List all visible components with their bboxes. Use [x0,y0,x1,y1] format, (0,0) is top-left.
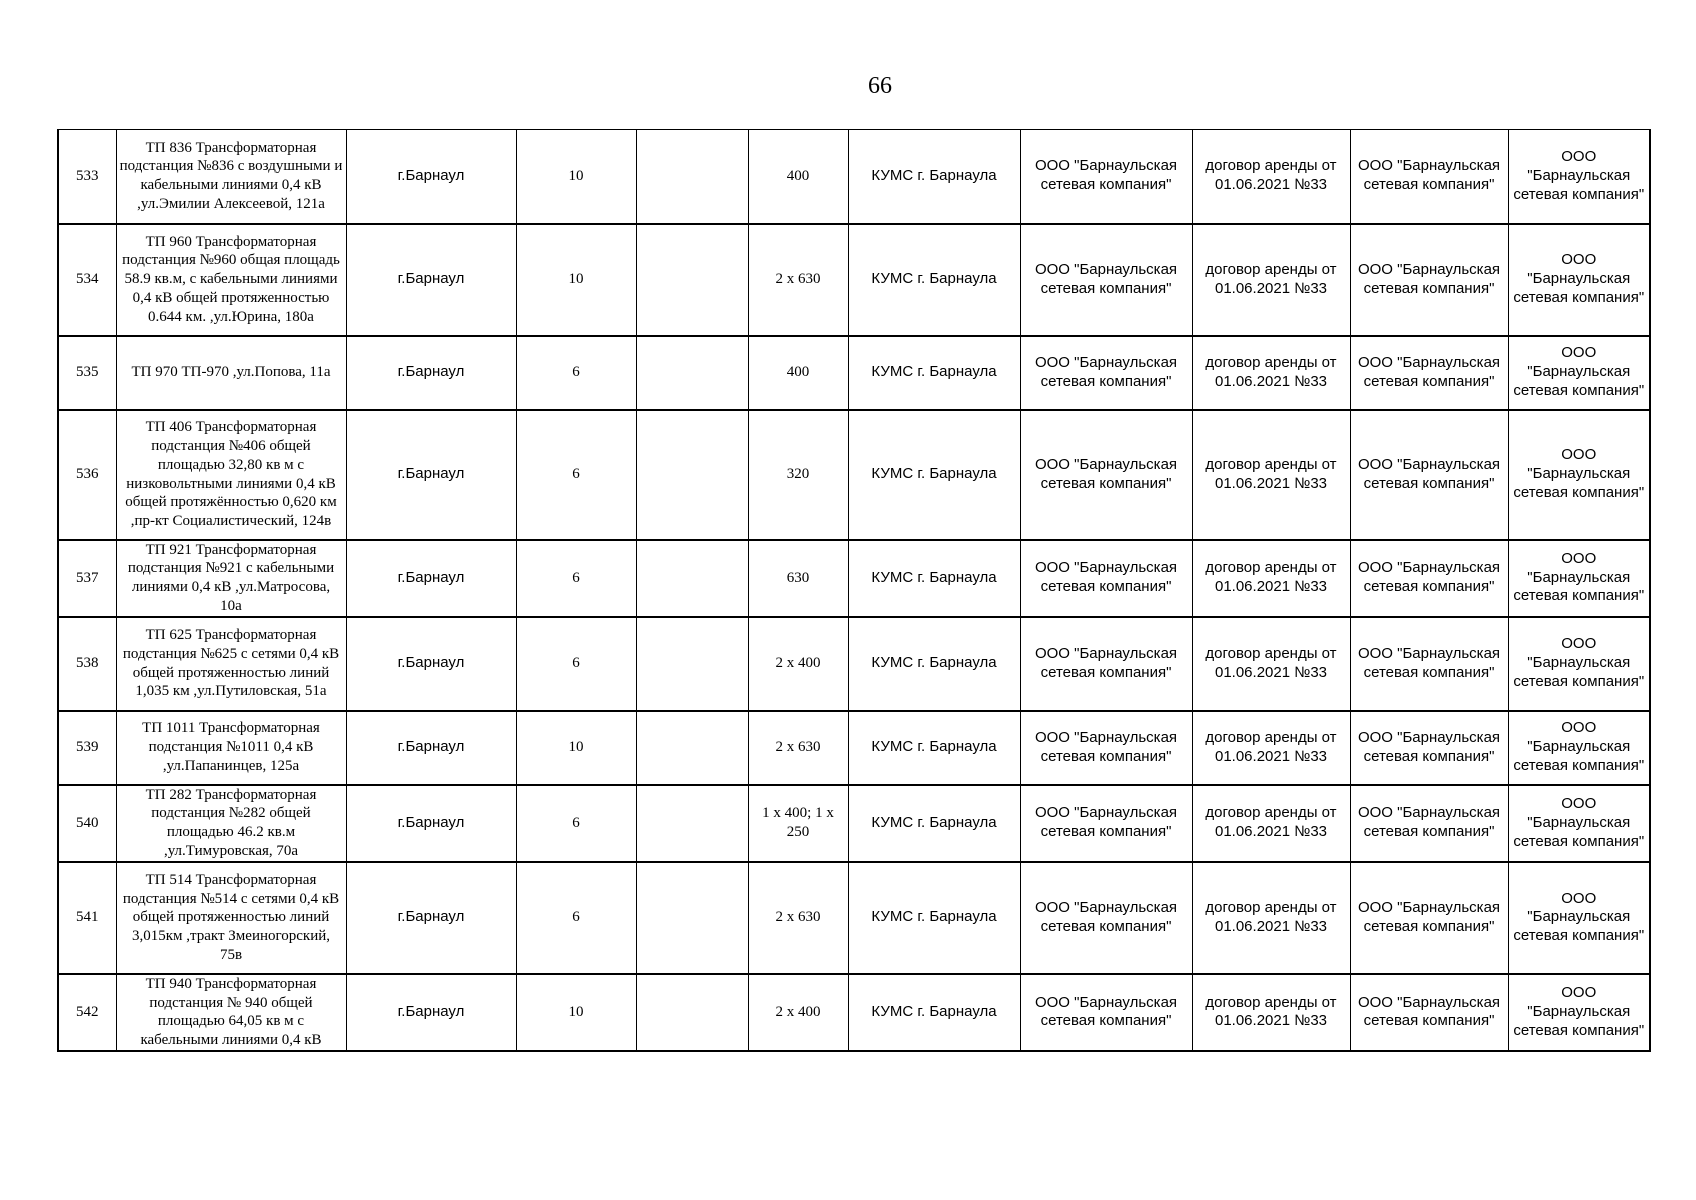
table-row [58,974,1650,1051]
owner-cell: КУМС г. Барнаула [848,862,1020,974]
empty-cell [636,862,748,974]
basis-cell: договор аренды от 01.06.2021 №33 [1192,862,1350,974]
voltage-cell: 10 [516,711,636,785]
holder-cell: ООО "Барнаульская сетевая компания" [1020,617,1192,711]
holder-cell: ООО "Барнаульская сетевая компания" [1020,711,1192,785]
empty-cell [636,617,748,711]
power-cell: 1 х 400; 1 х 250 [748,785,848,862]
user-cell: ООО "Барнаульская сетевая компания" [1508,974,1650,1051]
table-body [58,130,1650,1052]
location-cell: г.Барнаул [346,130,516,224]
page-number: 66 [868,73,892,99]
row-number-cell: 540 [58,785,116,862]
power-cell: 2 х 630 [748,711,848,785]
user-cell: ООО "Барнаульская сетевая компания" [1508,224,1650,336]
operator-cell: ООО "Барнаульская сетевая компания" [1350,130,1508,224]
power-cell: 400 [748,130,848,224]
holder-cell: ООО "Барнаульская сетевая компания" [1020,336,1192,410]
location-cell: г.Барнаул [346,410,516,540]
owner-cell: КУМС г. Барнаула [848,130,1020,224]
operator-cell: ООО "Барнаульская сетевая компания" [1350,410,1508,540]
object-name-cell: ТП 960 Трансформаторная подстанция №960 общая площадь 58.9 кв.м, с кабельными линиями 0,4 кВ общей протяженностью 0.644 км. ,ул.Юрина, 180а [116,224,346,336]
basis-cell: договор аренды от 01.06.2021 №33 [1192,785,1350,862]
table-row [58,711,1650,785]
operator-cell: ООО "Барнаульская сетевая компания" [1350,336,1508,410]
user-cell: ООО "Барнаульская сетевая компания" [1508,785,1650,862]
basis-cell: договор аренды от 01.06.2021 №33 [1192,130,1350,224]
location-cell: г.Барнаул [346,224,516,336]
row-number-cell: 538 [58,617,116,711]
empty-cell [636,410,748,540]
power-cell: 630 [748,540,848,617]
basis-cell: договор аренды от 01.06.2021 №33 [1192,224,1350,336]
operator-cell: ООО "Барнаульская сетевая компания" [1350,711,1508,785]
power-cell: 2 х 400 [748,974,848,1051]
row-number-cell: 537 [58,540,116,617]
user-cell: ООО "Барнаульская сетевая компания" [1508,617,1650,711]
power-cell: 320 [748,410,848,540]
power-cell: 2 х 400 [748,617,848,711]
owner-cell: КУМС г. Барнаула [848,336,1020,410]
table-row [58,130,1650,224]
row-number-cell: 539 [58,711,116,785]
row-number-cell: 534 [58,224,116,336]
holder-cell: ООО "Барнаульская сетевая компания" [1020,974,1192,1051]
table-row [58,224,1650,336]
object-name-cell: ТП 514 Трансформаторная подстанция №514 с сетями 0,4 кВ общей протяженностью линий 3,015км ,тракт Змеиногорский, 75в [116,862,346,974]
holder-cell: ООО "Барнаульская сетевая компания" [1020,410,1192,540]
table-row [58,336,1650,410]
object-name-cell: ТП 406 Трансформаторная подстанция №406 общей площадью 32,80 кв м с низковольтными линиями 0,4 кВ общей протяжённостью 0,620 км ,пр-кт Социалистический, 124в [116,410,346,540]
operator-cell: ООО "Барнаульская сетевая компания" [1350,862,1508,974]
row-number-cell: 542 [58,974,116,1051]
power-cell: 2 х 630 [748,224,848,336]
table-row [58,410,1650,540]
table-row [58,617,1650,711]
voltage-cell: 10 [516,974,636,1051]
location-cell: г.Барнаул [346,862,516,974]
user-cell: ООО "Барнаульская сетевая компания" [1508,410,1650,540]
user-cell: ООО "Барнаульская сетевая компания" [1508,862,1650,974]
substation-registry-table [57,129,1651,1052]
user-cell: ООО "Барнаульская сетевая компания" [1508,336,1650,410]
voltage-cell: 6 [516,336,636,410]
table-row [58,862,1650,974]
location-cell: г.Барнаул [346,785,516,862]
basis-cell: договор аренды от 01.06.2021 №33 [1192,410,1350,540]
owner-cell: КУМС г. Барнаула [848,617,1020,711]
basis-cell: договор аренды от 01.06.2021 №33 [1192,540,1350,617]
owner-cell: КУМС г. Барнаула [848,711,1020,785]
user-cell: ООО "Барнаульская сетевая компания" [1508,130,1650,224]
empty-cell [636,711,748,785]
location-cell: г.Барнаул [346,974,516,1051]
voltage-cell: 6 [516,862,636,974]
basis-cell: договор аренды от 01.06.2021 №33 [1192,617,1350,711]
voltage-cell: 6 [516,540,636,617]
voltage-cell: 10 [516,130,636,224]
object-name-cell: ТП 625 Трансформаторная подстанция №625 с сетями 0,4 кВ общей протяженностью линий 1,035 км ,ул.Путиловская, 51а [116,617,346,711]
empty-cell [636,540,748,617]
location-cell: г.Барнаул [346,540,516,617]
object-name-cell: ТП 940 Трансформаторная подстанция № 940 общей площадью 64,05 кв м с кабельными линиями 0,4 кВ [116,974,346,1051]
voltage-cell: 6 [516,617,636,711]
basis-cell: договор аренды от 01.06.2021 №33 [1192,711,1350,785]
basis-cell: договор аренды от 01.06.2021 №33 [1192,974,1350,1051]
holder-cell: ООО "Барнаульская сетевая компания" [1020,862,1192,974]
user-cell: ООО "Барнаульская сетевая компания" [1508,540,1650,617]
operator-cell: ООО "Барнаульская сетевая компания" [1350,540,1508,617]
row-number-cell: 536 [58,410,116,540]
row-number-cell: 541 [58,862,116,974]
owner-cell: КУМС г. Барнаула [848,540,1020,617]
voltage-cell: 6 [516,410,636,540]
owner-cell: КУМС г. Барнаула [848,974,1020,1051]
empty-cell [636,336,748,410]
empty-cell [636,224,748,336]
holder-cell: ООО "Барнаульская сетевая компания" [1020,540,1192,617]
owner-cell: КУМС г. Барнаула [848,410,1020,540]
holder-cell: ООО "Барнаульская сетевая компания" [1020,224,1192,336]
empty-cell [636,785,748,862]
operator-cell: ООО "Барнаульская сетевая компания" [1350,974,1508,1051]
holder-cell: ООО "Барнаульская сетевая компания" [1020,785,1192,862]
row-number-cell: 535 [58,336,116,410]
table-row [58,540,1650,617]
power-cell: 2 х 630 [748,862,848,974]
voltage-cell: 10 [516,224,636,336]
location-cell: г.Барнаул [346,711,516,785]
object-name-cell: ТП 836 Трансформаторная подстанция №836 с воздушными и кабельными линиями 0,4 кВ ,ул.Эмилии Алексеевой, 121а [116,130,346,224]
holder-cell: ООО "Барнаульская сетевая компания" [1020,130,1192,224]
object-name-cell: ТП 921 Трансформаторная подстанция №921 с кабельными линиями 0,4 кВ ,ул.Матросова, 10а [116,540,346,617]
empty-cell [636,130,748,224]
operator-cell: ООО "Барнаульская сетевая компания" [1350,785,1508,862]
object-name-cell: ТП 1011 Трансформаторная подстанция №1011 0,4 кВ ,ул.Папанинцев, 125а [116,711,346,785]
user-cell: ООО "Барнаульская сетевая компания" [1508,711,1650,785]
location-cell: г.Барнаул [346,336,516,410]
operator-cell: ООО "Барнаульская сетевая компания" [1350,617,1508,711]
object-name-cell: ТП 970 ТП-970 ,ул.Попова, 11а [116,336,346,410]
owner-cell: КУМС г. Барнаула [848,785,1020,862]
owner-cell: КУМС г. Барнаула [848,224,1020,336]
power-cell: 400 [748,336,848,410]
object-name-cell: ТП 282 Трансформаторная подстанция №282 общей площадью 46.2 кв.м ,ул.Тимуровская, 70а [116,785,346,862]
operator-cell: ООО "Барнаульская сетевая компания" [1350,224,1508,336]
row-number-cell: 533 [58,130,116,224]
basis-cell: договор аренды от 01.06.2021 №33 [1192,336,1350,410]
location-cell: г.Барнаул [346,617,516,711]
table-row [58,785,1650,862]
voltage-cell: 6 [516,785,636,862]
empty-cell [636,974,748,1051]
